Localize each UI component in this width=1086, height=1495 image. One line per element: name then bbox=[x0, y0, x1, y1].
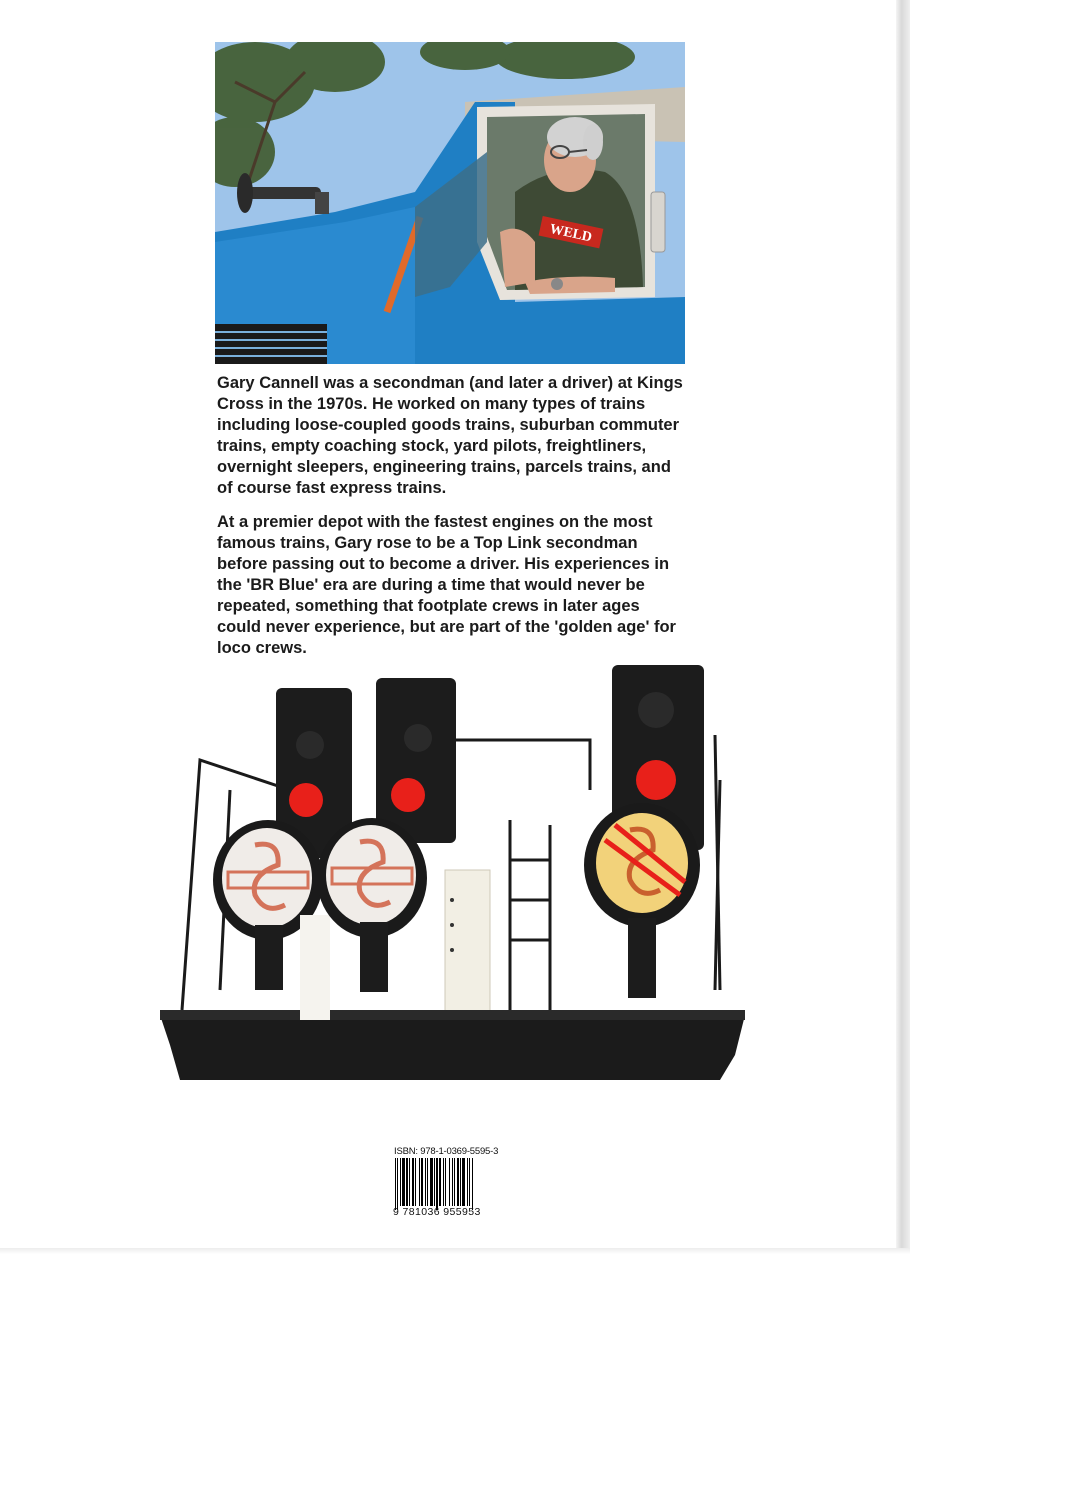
photo-driver-in-cab bbox=[215, 42, 685, 364]
description-paragraph-2: At a premier depot with the fastest engines on the most famous trains, Gary rose to be a Top Link secondman before passing out to become a driver. His experiences in the 'BR Blue' era are during a time that would never be repeated, something that footplate crews in later ages could never experience, but are part of the 'golden age' for loco crews. bbox=[217, 513, 676, 657]
description-paragraph-1: Gary Cannell was a secondman (and later a driver) at Kings Cross in the 1970s. He worked on many types of trains including loose-coupled goods trains, suburban commuter trains, empty coaching stock, yard pilots, freightliners, overnight sleepers, engineering trains, parcels trains, and of course fast express trains. bbox=[217, 374, 683, 497]
isbn-label: ISBN: 978-1-0369-5595-3 bbox=[394, 1146, 499, 1157]
shirt-logo-text: WELD bbox=[548, 221, 594, 246]
isbn-barcode-block bbox=[393, 1146, 509, 1218]
back-cover-description bbox=[217, 373, 687, 672]
photo-signal-gantry bbox=[160, 660, 750, 1085]
scan-bottom-edge bbox=[0, 1248, 910, 1254]
scan-page-edge bbox=[896, 0, 910, 1250]
barcode bbox=[393, 1158, 509, 1210]
barcode-digits: 9 781036 955953 bbox=[393, 1206, 481, 1218]
